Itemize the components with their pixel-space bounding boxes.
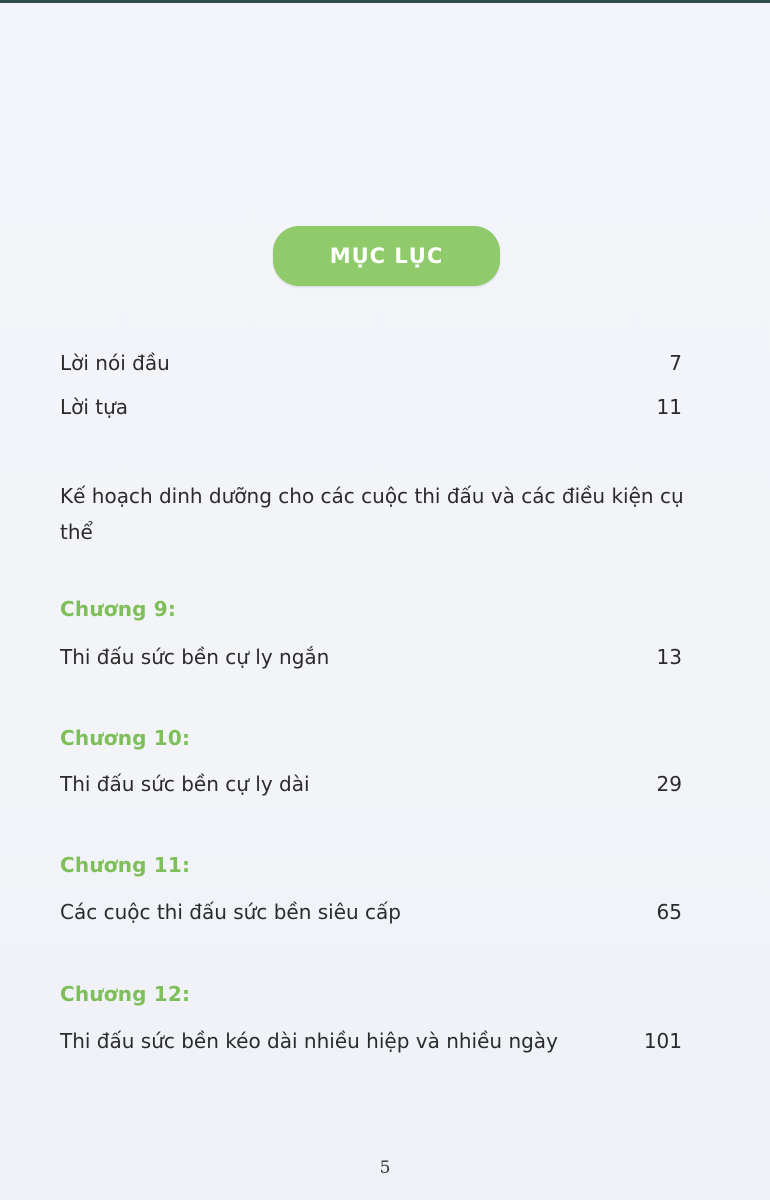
page-number: 5 [379, 1158, 391, 1178]
toc-entry-label: Thi đấu sức bền cự ly dài [60, 772, 310, 796]
toc-title: MỤC LỤC [329, 244, 444, 268]
part-heading: Kế hoạch dinh dưỡng cho các cuộc thi đấu và các điều kiện cụ thể [60, 484, 684, 544]
toc-entry-foreword[interactable] [60, 349, 682, 377]
toc-entry-preface[interactable] [60, 393, 682, 421]
toc-entry-page: 13 [656, 645, 682, 669]
toc-entry-page: 65 [656, 900, 682, 924]
toc-entry-chapter-9[interactable] [60, 643, 682, 671]
toc-entry-chapter-10[interactable] [60, 770, 682, 798]
toc-entry-label: Thi đấu sức bền kéo dài nhiều hiệp và nhiều ngày [60, 1029, 558, 1053]
toc-entry-label: Các cuộc thi đấu sức bền siêu cấp [60, 900, 401, 924]
toc-entry-page: 29 [656, 772, 682, 796]
toc-entry-page: 11 [656, 395, 682, 419]
toc-title-badge [273, 226, 500, 286]
chapter-12-heading: Chương 12: [60, 982, 191, 1006]
chapter-10-heading: Chương 10: [60, 726, 191, 750]
toc-entry-chapter-11[interactable] [60, 898, 682, 926]
toc-entry-page: 7 [669, 351, 682, 375]
chapter-9-heading: Chương 9: [60, 597, 177, 621]
toc-entry-label: Lời tựa [60, 395, 129, 419]
toc-entry-page: 101 [643, 1029, 682, 1053]
toc-entry-label: Thi đấu sức bền cự ly ngắn [60, 645, 330, 669]
chapter-11-heading: Chương 11: [60, 853, 191, 877]
toc-entry-chapter-12[interactable] [60, 1027, 682, 1055]
toc-entry-label: Lời nói đầu [60, 351, 170, 375]
